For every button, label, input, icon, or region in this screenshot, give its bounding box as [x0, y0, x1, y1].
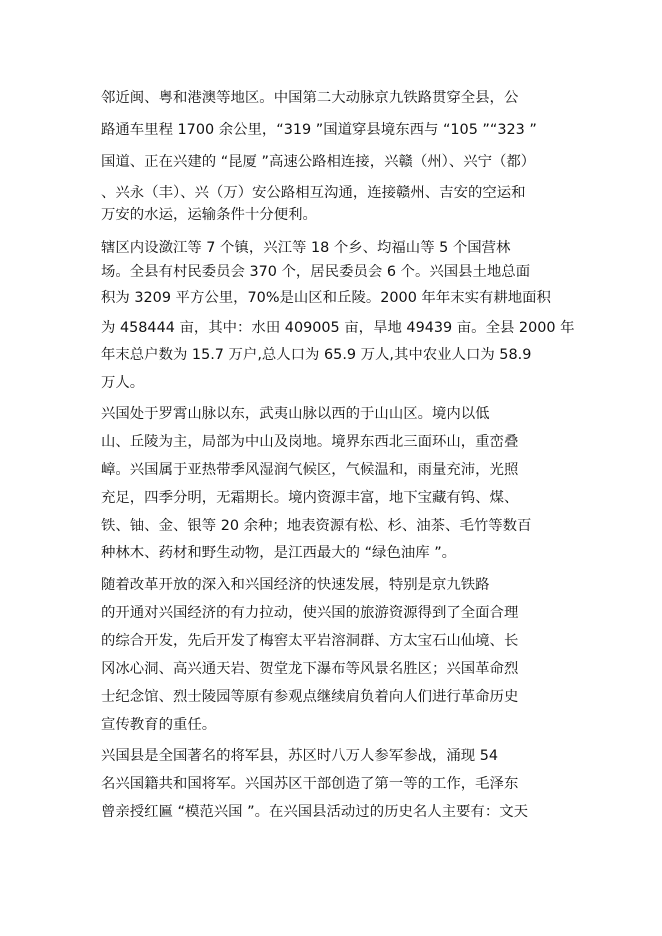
- text-line: 、兴永（丰）、兴（万）安公路相互沟通，连接赣州、吉安的空运和: [101, 185, 526, 201]
- text-line: 随着改革开放的深入和兴国经济的快速发展，特别是京九铁路: [101, 577, 490, 593]
- text-line: 种林木、药材和野生动物，是江西最大的 “绿色油库 ”。: [101, 545, 457, 561]
- text-line: 的开通对兴国经济的有力拉动，使兴国的旅游资源得到了全面合理: [101, 605, 519, 621]
- text-line: 嶂。兴国属于亚热带季风湿润气候区，气候温和，雨量充沛，光照: [101, 462, 519, 478]
- text-line: 曾亲授红匾 “模范兴国 ”。在兴国县活动过的历史名人主要有：文天: [101, 804, 528, 820]
- text-line: 路通车里程 1700 余公里，“319 ”国道穿县境东西与 “105 ”“323 ”: [101, 122, 537, 138]
- text-line: 冈冰心洞、高兴通天岩、贺堂龙下瀑布等风景名胜区；兴国革命烈: [101, 661, 519, 677]
- text-line: 为 458444 亩，其中：水田 409005 亩，旱地 49439 亩。全县 2000 年: [101, 320, 575, 336]
- text-line: 邻近闽、粤和港澳等地区。中国第二大动脉京九铁路贯穿全县，公: [101, 90, 519, 106]
- text-line: 士纪念馆、烈士陵园等原有参观点继续肩负着向人们进行革命历史: [101, 689, 519, 705]
- text-line: 万人。: [101, 375, 145, 391]
- text-line: 充足，四季分明，无霜期长。境内资源丰富，地下宝藏有钨、煤、: [101, 490, 519, 506]
- text-line: 辖区内设潋江等 7 个镇，兴江等 18 个乡、均福山等 5 个国营林: [101, 240, 511, 256]
- text-line: 年末总户数为 15.7 万户,总人口为 65.9 万人,其中农业人口为 58.9: [101, 347, 532, 363]
- text-line: 万安的水运，运输条件十分便利。: [101, 207, 317, 223]
- text-line: 宣传教育的重任。: [101, 717, 217, 733]
- text-line: 场。全县有村民委员会 370 个，居民委员会 6 个。兴国县土地总面: [101, 264, 531, 280]
- text-line: 山、丘陵为主，局部为中山及岗地。境界东西北三面环山，重峦叠: [101, 434, 519, 450]
- text-line: 的综合开发，先后开发了梅窖太平岩溶洞群、方太宝石山仙境、长: [101, 633, 519, 649]
- text-line: 兴国处于罗霄山脉以东，武夷山脉以西的于山山区。境内以低: [101, 406, 490, 422]
- text-line: 积为 3209 平方公里，70%是山区和丘陵。2000 年年末实有耕地面积: [101, 290, 551, 306]
- text-line: 名兴国籍共和国将军。兴国苏区干部创造了第一等的工作，毛泽东: [101, 776, 519, 792]
- text-line: 兴国县是全国著名的将军县，苏区时八万人参军参战，涌现 54: [101, 748, 499, 764]
- text-line: 铁、铀、金、银等 20 余种；地表资源有松、杉、油茶、毛竹等数百: [101, 518, 532, 534]
- text-line: 国道、正在兴建的 “昆厦 ”高速公路相连接，兴赣（州）、兴宁（都）: [101, 154, 536, 170]
